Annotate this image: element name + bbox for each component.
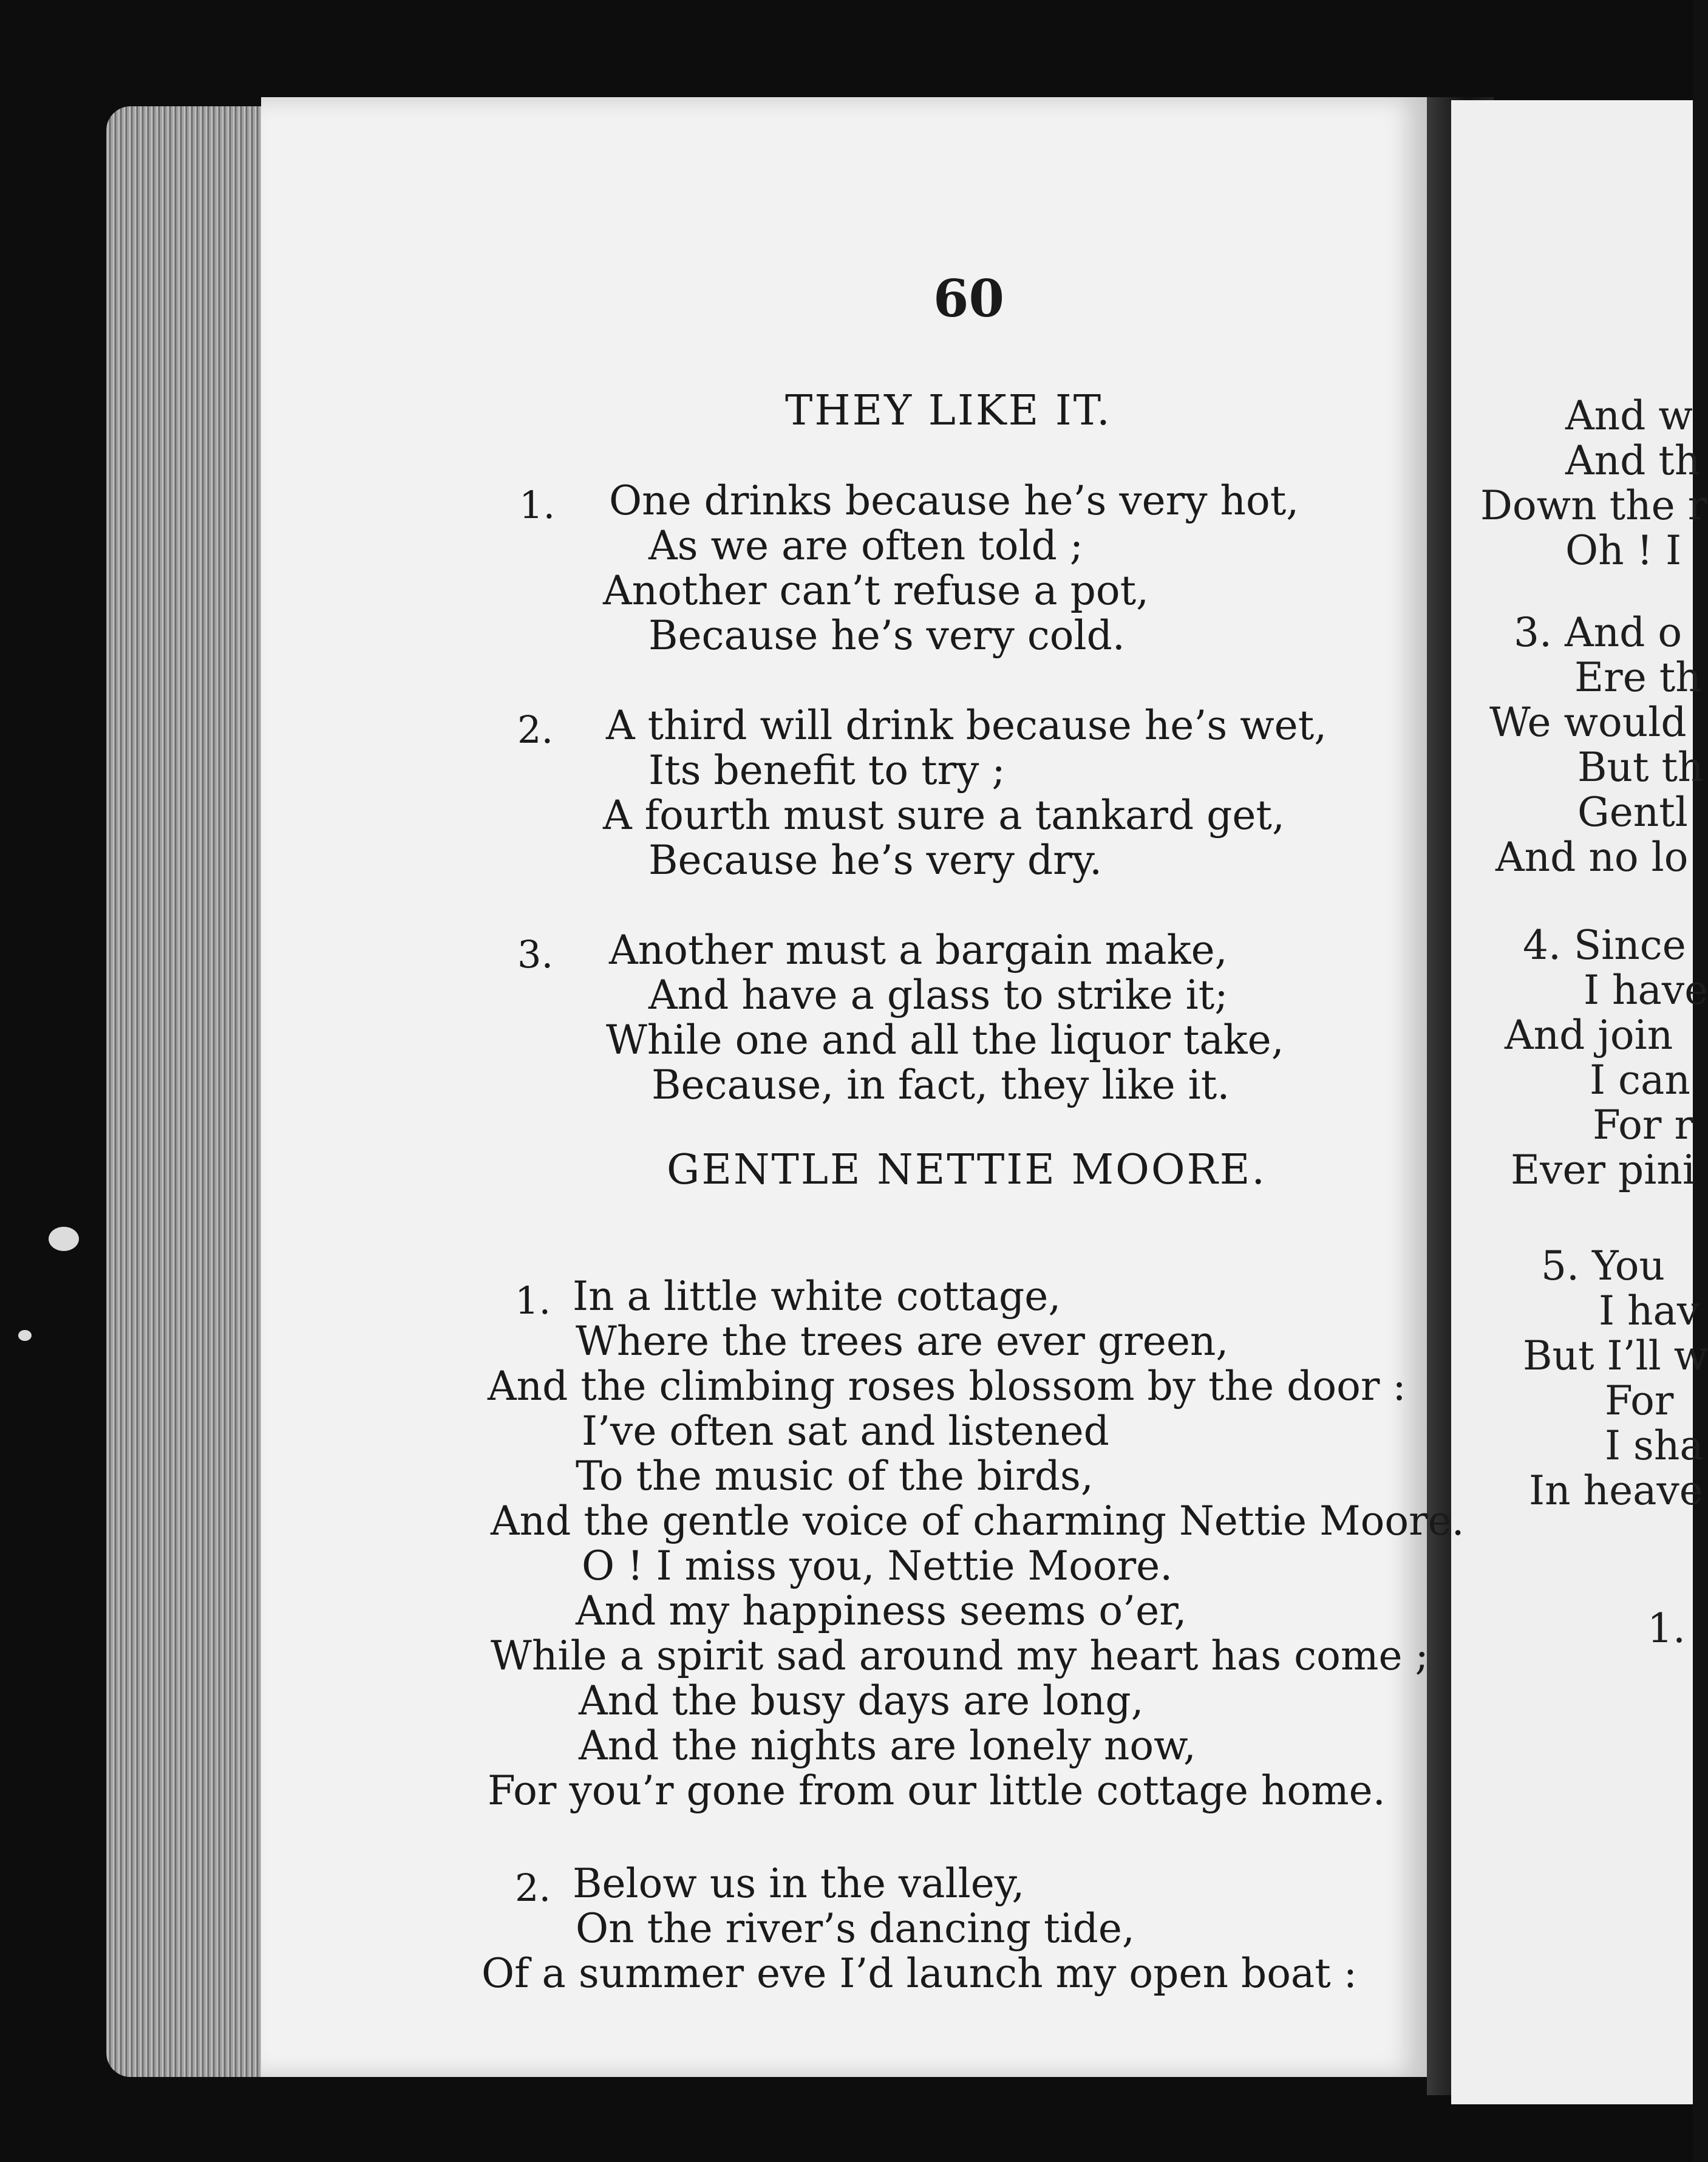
paper-speck	[18, 1330, 32, 1341]
verse-line: Where the trees are ever green,	[576, 1318, 1229, 1365]
verse-line: A fourth must sure a tankard get,	[603, 792, 1285, 839]
verse-line: Below us in the valley,	[573, 1860, 1025, 1907]
verse-line: While one and all the liquor take,	[606, 1017, 1284, 1063]
right-page-line: Gentl	[1577, 789, 1688, 836]
right-page-line: 5. You	[1541, 1243, 1665, 1289]
verse-line: I’ve often sat and listened	[582, 1408, 1109, 1454]
right-page-line: For r	[1593, 1102, 1693, 1148]
verse-number: 3.	[517, 932, 554, 977]
verse-number: 1.	[519, 483, 556, 527]
verse-line: On the river’s dancing tide,	[576, 1905, 1135, 1952]
verse-line: One drinks because he’s very hot,	[609, 477, 1299, 524]
right-page-line: Oh ! I	[1565, 527, 1682, 574]
verse-line: A third will drink because he’s wet,	[606, 702, 1327, 749]
verse-line: Because he’s very cold.	[648, 612, 1125, 659]
verse-line: Its benefit to try ;	[648, 747, 1005, 794]
right-page-line: I have	[1584, 967, 1708, 1014]
right-page-line: 1.	[1647, 1605, 1686, 1652]
right-page-line: But th	[1577, 744, 1704, 791]
right-page-line: We would	[1489, 699, 1687, 746]
right-page-line: In heave	[1529, 1467, 1703, 1514]
right-page-line: But I’ll w	[1523, 1332, 1708, 1379]
verse-line: Of a summer eve I’d launch my open boat :	[481, 1950, 1358, 1997]
verse-line: And the nights are lonely now,	[579, 1722, 1196, 1769]
right-page-line: And no lo	[1495, 834, 1689, 881]
right-page-line: Ere th	[1574, 654, 1701, 701]
verse-line: O ! I miss you, Nettie Moore.	[582, 1543, 1173, 1589]
verse-line: As we are often told ;	[648, 522, 1084, 569]
right-page-line: I sha	[1605, 1422, 1704, 1469]
verse-line: Another can’t refuse a pot,	[603, 567, 1149, 614]
right-page-line: And th	[1565, 437, 1701, 484]
song-title: GENTLE NETTIE MOORE.	[667, 1146, 1267, 1194]
right-page-line: I hav	[1599, 1287, 1700, 1334]
verse-number: 1.	[515, 1278, 551, 1323]
right-page-line: For	[1605, 1377, 1674, 1424]
verse-line: Because he’s very dry.	[648, 837, 1103, 884]
right-page-line: 4. Since	[1523, 922, 1686, 969]
verse-line: Because, in fact, they like it.	[652, 1062, 1230, 1108]
page-number: 60	[933, 268, 1004, 329]
verse-line: And my happiness seems o’er,	[576, 1587, 1187, 1634]
song-title: THEY LIKE IT.	[785, 387, 1112, 435]
verse-line: And have a glass to strike it;	[648, 972, 1228, 1018]
right-page-line: I can	[1590, 1057, 1690, 1103]
verse-line: Another must a bargain make,	[609, 927, 1228, 974]
right-page-line: Ever pini	[1511, 1147, 1696, 1193]
verse-number: 2.	[517, 708, 554, 752]
verse-line: And the gentle voice of charming Nettie Moore.	[491, 1498, 1465, 1544]
book-fore-edge	[106, 106, 270, 2077]
right-page-line: 3. And o	[1514, 609, 1682, 656]
verse-line: While a spirit sad around my heart has come ;	[491, 1632, 1429, 1679]
verse-line: And the climbing roses blossom by the door :	[488, 1363, 1406, 1410]
verse-number: 2.	[515, 1866, 551, 1910]
verse-line: For you’r gone from our little cottage home.	[488, 1767, 1386, 1814]
verse-line: And the busy days are long,	[579, 1677, 1144, 1724]
verse-line: To the music of the birds,	[576, 1453, 1094, 1499]
paper-speck	[49, 1227, 79, 1251]
verse-line: In a little white cottage,	[573, 1273, 1061, 1320]
right-page-line: And join	[1505, 1012, 1673, 1059]
right-page-line: Down the r	[1480, 482, 1707, 529]
right-page-line: And w	[1565, 392, 1693, 439]
